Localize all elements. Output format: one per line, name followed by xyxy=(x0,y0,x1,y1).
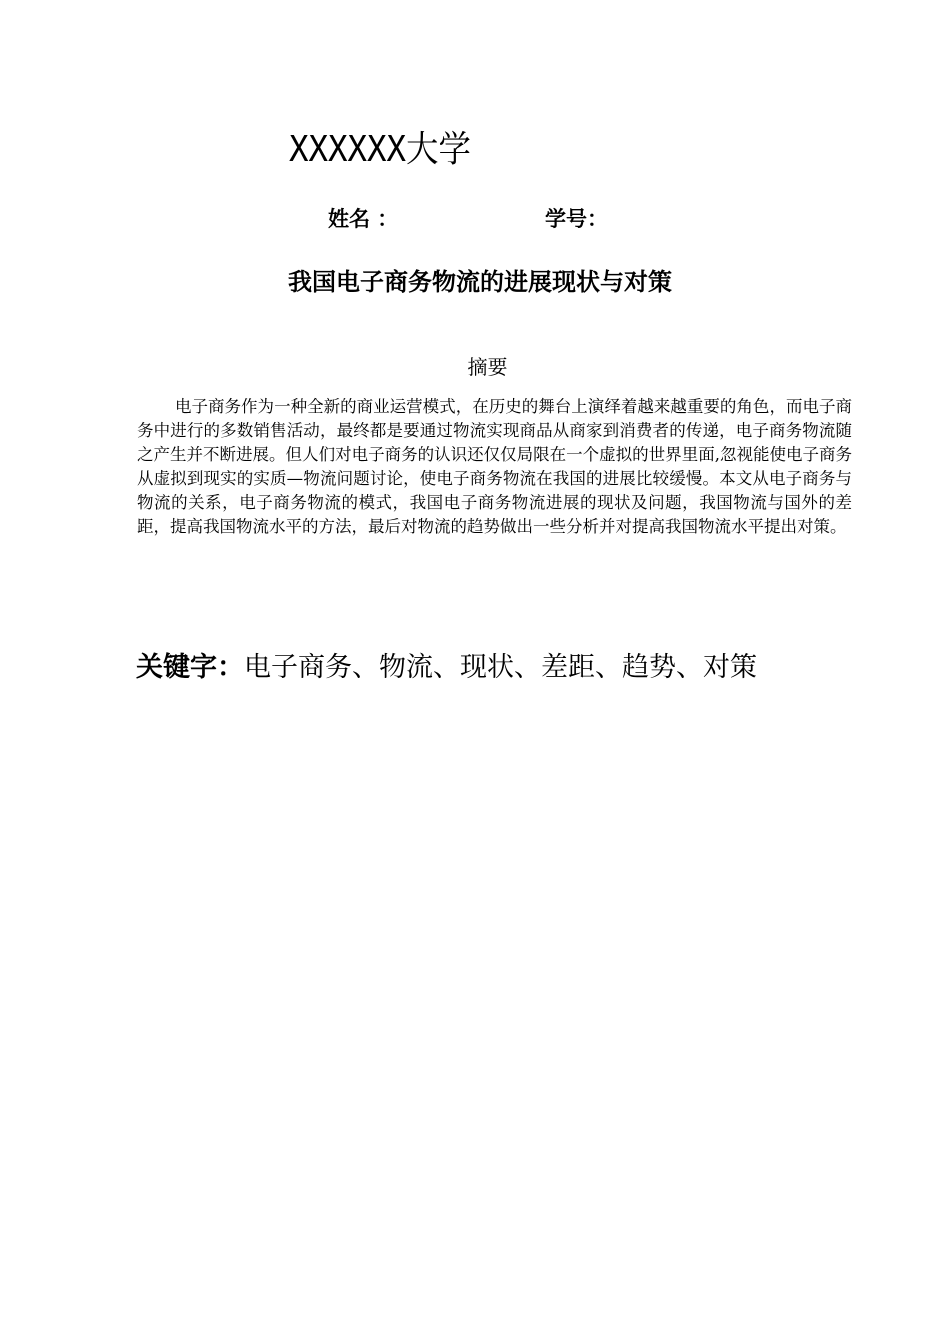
keywords-label: 关键字： xyxy=(136,652,244,683)
university-name: XXXXXX大学 xyxy=(289,129,471,170)
paper-title: 我国电子商务物流的进展现状与对策 xyxy=(288,268,672,296)
abstract-body: 电子商务作为一种全新的商业运营模式，在历史的舞台上演绎着越来越重要的角色，而电子商务中进行的多数销售活动，最终都是要通过物流实现商品从商家到消费者的传递，电子商务物流随之产生并不断进展。但人们对电子商务的认识还仅仅局限在一个虚拟的世界里面,忽视能使电子商务从虚拟到现实的实质—物流问题讨论，使电子商务物流在我国的进展比较缓慢。本文从电子商务与物流的关系，电子商务物流的模式，我国电子商务物流进展的现状及问题，我国物流与国外的差距，提高我国物流水平的方法，最后对物流的趋势做出一些分析并对提高我国物流水平提出对策。 xyxy=(137,397,852,536)
student-name-label: 姓名 ： xyxy=(328,207,399,231)
keywords-line xyxy=(136,648,856,692)
student-id-label: 学号： xyxy=(545,207,608,231)
keywords-value: 电子商务、物流、现状、差距、趋势、对策 xyxy=(244,652,757,683)
student-info-row xyxy=(0,203,950,235)
abstract-heading: 摘要 xyxy=(467,355,508,379)
